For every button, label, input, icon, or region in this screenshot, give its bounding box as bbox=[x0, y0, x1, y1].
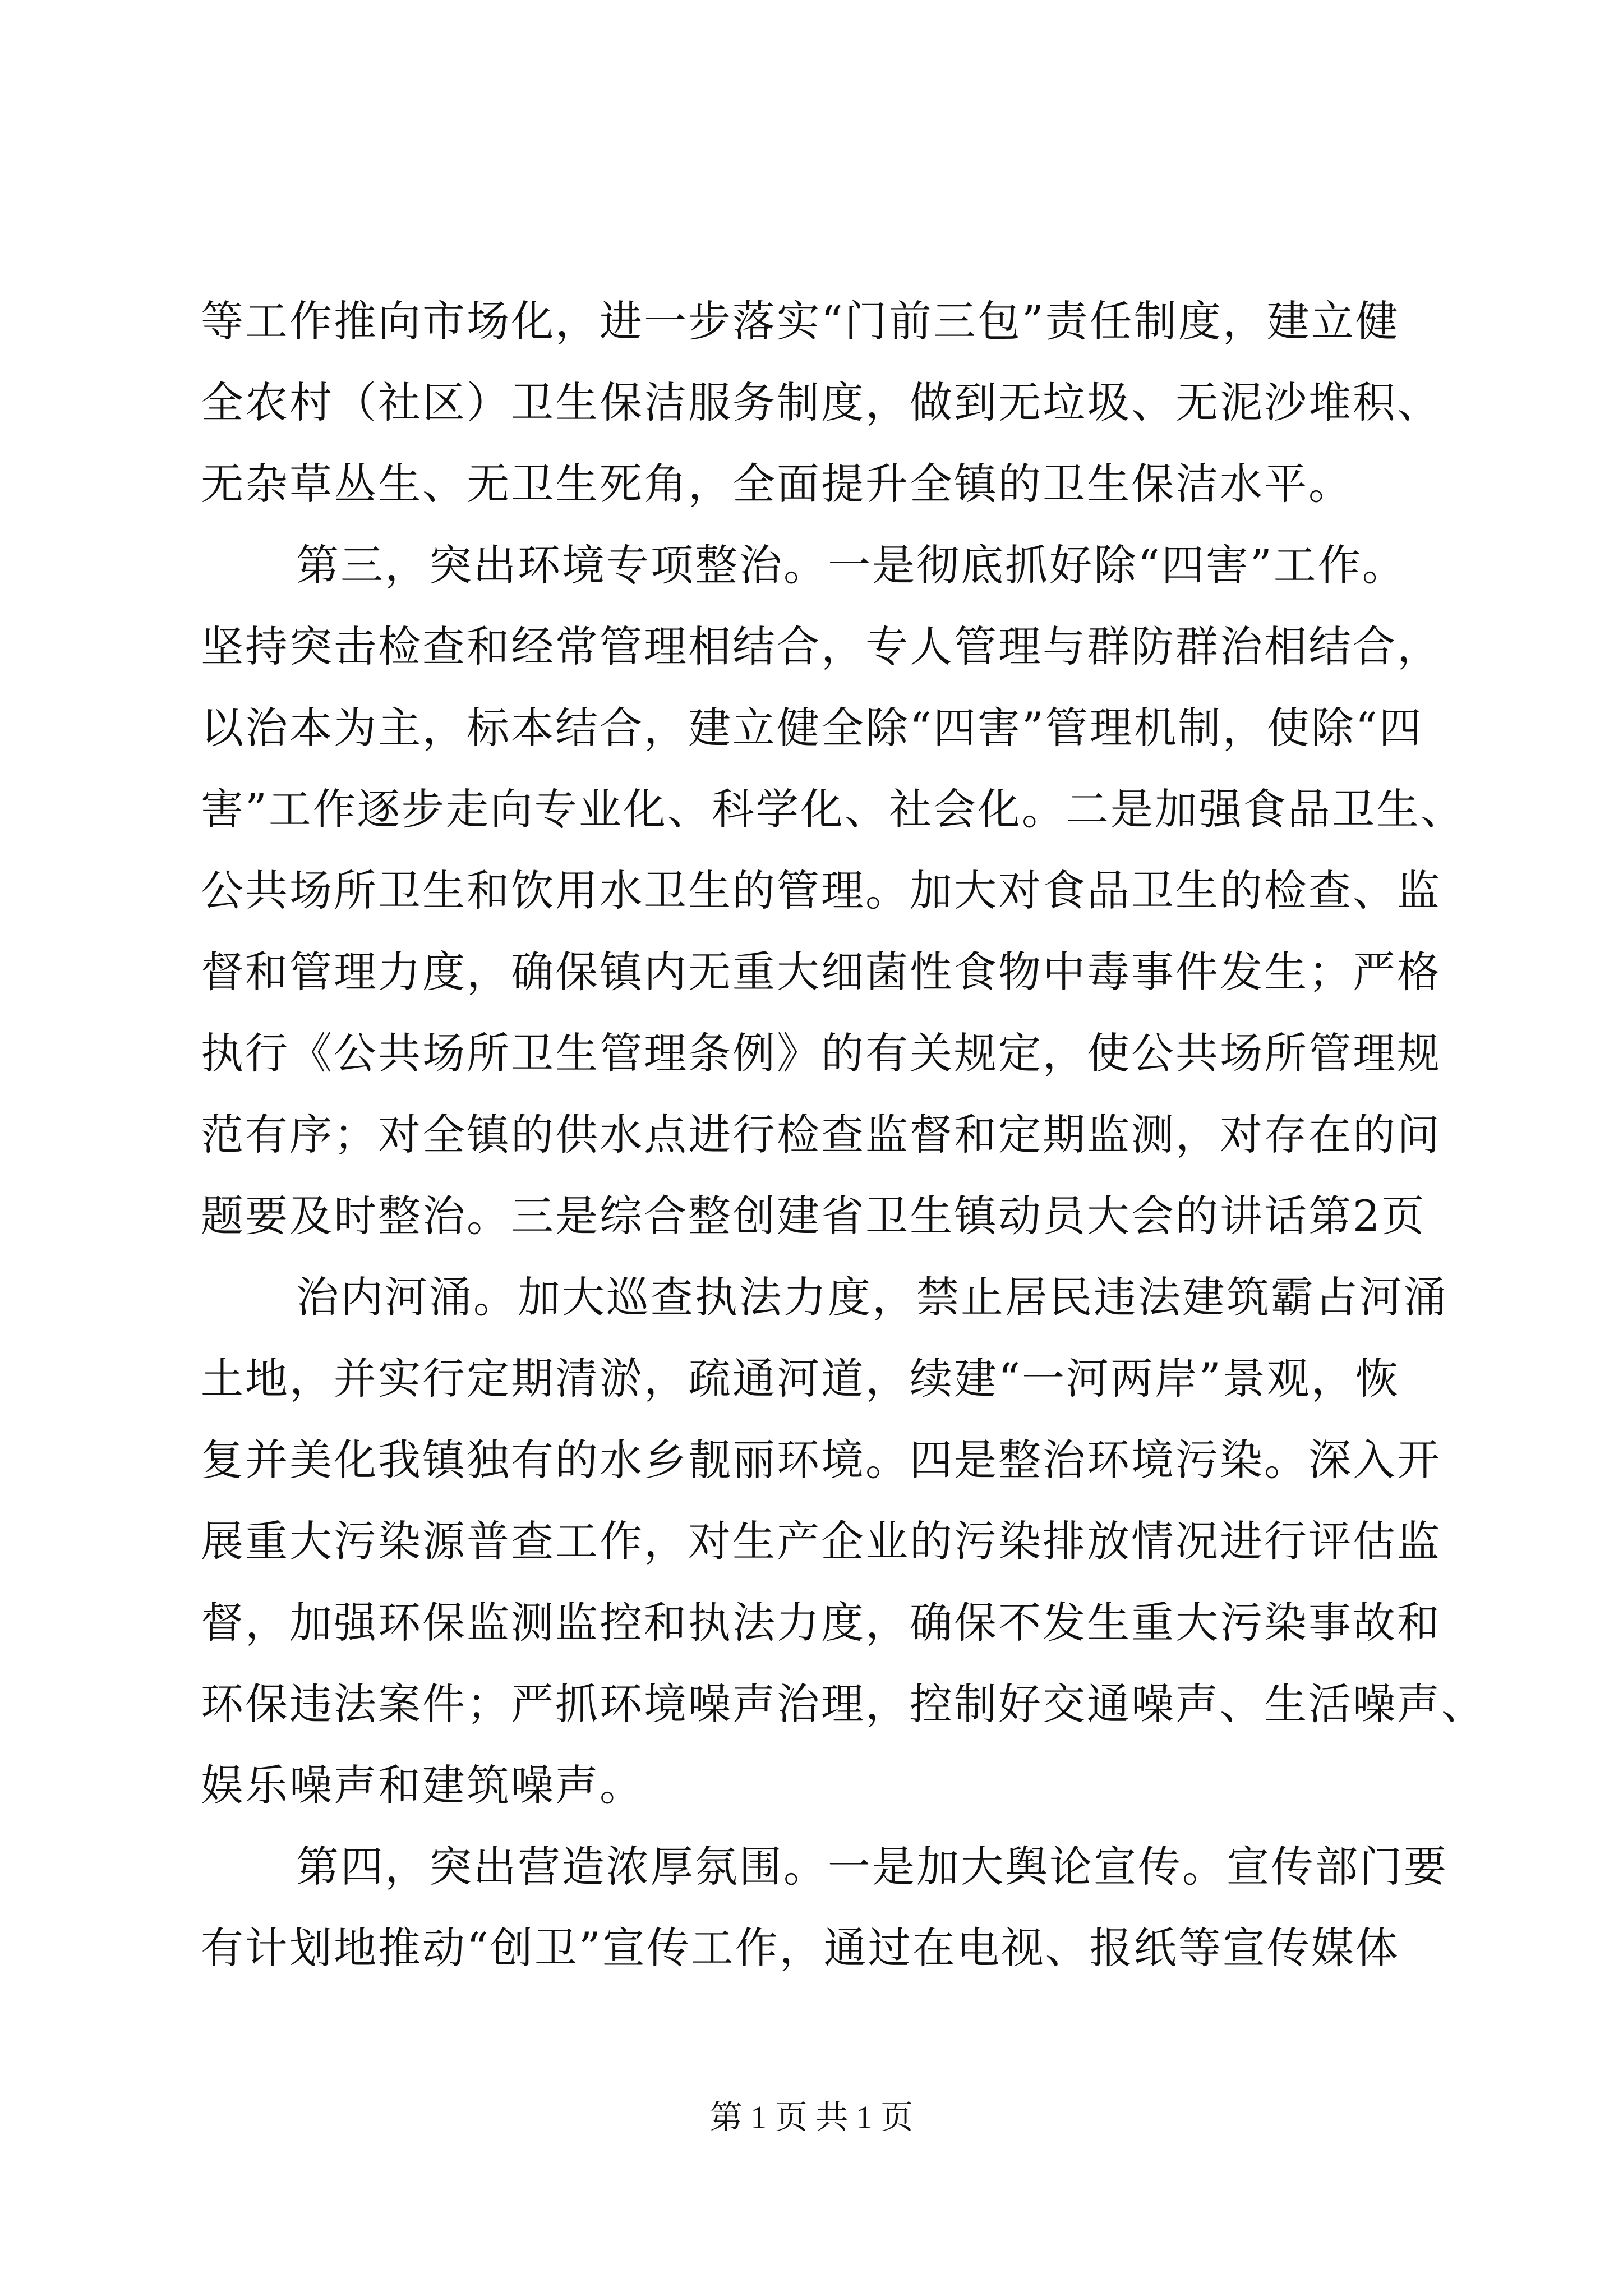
text-line: 督，加强环保监测监控和执法力度，确保不发生重大污染事故和 bbox=[201, 1598, 1441, 1648]
page-footer bbox=[0, 2095, 1623, 2140]
text-line: 等工作推向市场化，进一步落实“门前三包”责任制度，建立健 bbox=[201, 296, 1400, 346]
text-line: 以治本为主，标本结合，建立健全除“四害”管理机制，使除“四 bbox=[201, 703, 1423, 753]
paragraph-start-line: 第四，突出营造浓厚氛围。一是加大舆论宣传。宣传部门要 bbox=[296, 1842, 1448, 1892]
text-line: 题要及时整治。三是综合整创建省卫生镇动员大会的讲话第2页 bbox=[201, 1191, 1426, 1241]
text-line: 范有序；对全镇的供水点进行检查监督和定期监测，对存在的问 bbox=[201, 1110, 1441, 1159]
text-line: 坚持突击检查和经常管理相结合，专人管理与群防群治相结合， bbox=[201, 622, 1441, 671]
text-line: 复并美化我镇独有的水乡靓丽环境。四是整治环境污染。深入开 bbox=[201, 1435, 1441, 1485]
text-line: 土地，并实行定期清淤，疏通河道，续建“一河两岸”景观，恢 bbox=[201, 1354, 1400, 1404]
text-line: 害”工作逐步走向专业化、科学化、社会化。二是加强食品卫生、 bbox=[201, 784, 1465, 834]
paragraph-start-line: 第三，突出环境专项整治。一是彻底抓好除“四害”工作。 bbox=[296, 540, 1407, 590]
text-line: 督和管理力度，确保镇内无重大细菌性食物中毒事件发生；严格 bbox=[201, 947, 1441, 997]
text-line: 有计划地推动“创卫”宣传工作，通过在电视、报纸等宣传媒体 bbox=[201, 1923, 1400, 1973]
page-number-label: 第 1 页 共 1 页 bbox=[709, 2099, 914, 2136]
text-line: 娱乐噪声和建筑噪声。 bbox=[201, 1760, 644, 1810]
text-line: 执行《公共场所卫生管理条例》的有关规定，使公共场所管理规 bbox=[201, 1028, 1441, 1078]
paragraph-start-line: 治内河涌。加大巡查执法力度，禁止居民违法建筑霸占河涌 bbox=[296, 1272, 1448, 1322]
text-line: 全农村（社区）卫生保洁服务制度，做到无垃圾、无泥沙堆积、 bbox=[201, 378, 1441, 427]
text-line: 公共场所卫生和饮用水卫生的管理。加大对食品卫生的检查、监 bbox=[201, 866, 1441, 915]
document-body bbox=[201, 280, 1486, 1989]
text-line: 无杂草丛生、无卫生死角，全面提升全镇的卫生保洁水平。 bbox=[201, 459, 1353, 509]
text-line: 环保违法案件；严抓环境噪声治理，控制好交通噪声、生活噪声、 bbox=[201, 1679, 1486, 1729]
text-line: 展重大污染源普查工作，对生产企业的污染排放情况进行评估监 bbox=[201, 1516, 1441, 1566]
